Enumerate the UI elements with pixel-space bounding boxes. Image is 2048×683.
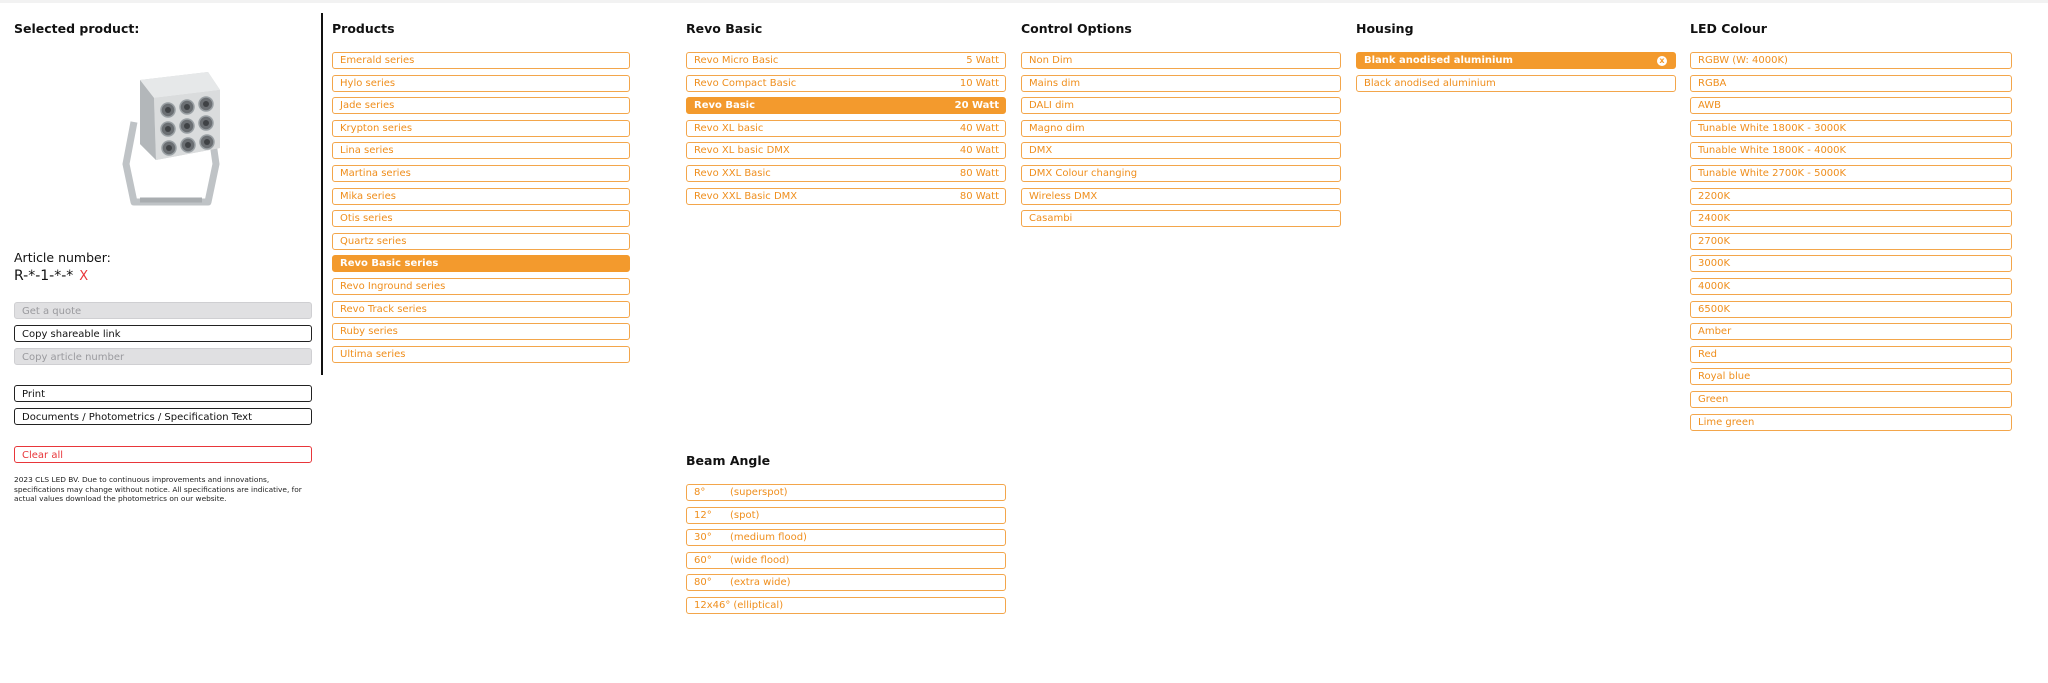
product-option-label: Revo Track series bbox=[340, 303, 427, 315]
product-option-ruby-series[interactable] bbox=[332, 323, 630, 340]
clear-article-icon[interactable]: X bbox=[79, 269, 89, 284]
product-image bbox=[112, 52, 232, 212]
led-colour-option-4000k[interactable] bbox=[1690, 278, 2012, 295]
housing-option-black-anodised-aluminium[interactable] bbox=[1356, 75, 1676, 92]
led-colour-option-label: Green bbox=[1698, 394, 1729, 405]
product-option-lina-series[interactable] bbox=[332, 142, 630, 159]
revo-option-name: Revo XXL Basic DMX bbox=[694, 190, 798, 202]
beam-option-8-superspot[interactable] bbox=[686, 484, 1006, 501]
product-option-label: Quartz series bbox=[340, 235, 407, 247]
beam-option-desc: (elliptical) bbox=[733, 600, 784, 611]
led-colour-option-amber[interactable] bbox=[1690, 323, 2012, 340]
led-colour-option-awb[interactable] bbox=[1690, 97, 2012, 114]
housing-option-blank-anodised-aluminium[interactable] bbox=[1356, 52, 1676, 69]
revo-option-watt: 40 Watt bbox=[959, 122, 999, 134]
revo-option-name: Revo XXL Basic bbox=[694, 168, 771, 179]
revo-option-revo-micro-basic[interactable] bbox=[686, 52, 1006, 69]
beam-option-desc: (superspot) bbox=[730, 487, 788, 498]
beam-option-angle: 60° bbox=[694, 554, 712, 566]
beam-option-angle: 80° bbox=[694, 577, 712, 589]
led-colour-option-label: 2200K bbox=[1698, 190, 1731, 202]
copy-article-number-button[interactable]: Copy article number bbox=[14, 348, 312, 365]
product-option-label: Hylo series bbox=[340, 77, 396, 89]
product-option-label: Krypton series bbox=[340, 122, 413, 134]
product-option-quartz-series[interactable] bbox=[332, 233, 630, 250]
led-colour-option-label: Red bbox=[1698, 348, 1717, 360]
article-number-label: Article number: bbox=[14, 250, 111, 265]
revo-option-revo-xxl-basic[interactable] bbox=[686, 165, 1006, 182]
revo-option-revo-xl-basic[interactable] bbox=[686, 120, 1006, 137]
led-colour-option-label: RGBA bbox=[1698, 77, 1727, 89]
control-option-label: Non Dim bbox=[1029, 55, 1073, 66]
beam-option-angle: 12x46° bbox=[694, 600, 731, 611]
revo-option-revo-basic[interactable] bbox=[686, 97, 1006, 114]
revo-option-revo-compact-basic[interactable] bbox=[686, 75, 1006, 92]
product-option-label: Revo Inground series bbox=[340, 281, 446, 292]
beam-option-angle: 8° bbox=[694, 487, 706, 498]
control-option-label: DMX Colour changing bbox=[1029, 168, 1138, 179]
control-option-non-dim[interactable] bbox=[1021, 52, 1341, 69]
revo-option-watt: 40 Watt bbox=[959, 145, 999, 157]
product-option-jade-series[interactable] bbox=[332, 97, 630, 114]
control-option-dmx[interactable] bbox=[1021, 142, 1341, 159]
product-option-label: Ruby series bbox=[340, 326, 398, 338]
led-colour-option-label: 6500K bbox=[1698, 303, 1731, 315]
beam-angle-heading: Beam Angle bbox=[686, 453, 771, 468]
revo-option-watt: 80 Watt bbox=[959, 190, 999, 202]
product-option-hylo-series[interactable] bbox=[332, 75, 630, 92]
product-option-mika-series[interactable] bbox=[332, 188, 630, 205]
copy-shareable-link-button[interactable]: Copy shareable link bbox=[14, 325, 312, 342]
led-colour-option-label: Tunable White 1800K - 4000K bbox=[1698, 145, 1847, 157]
products-heading: Products bbox=[332, 21, 395, 36]
led-colour-option-label: RGBW (W: 4000K) bbox=[1698, 55, 1788, 66]
product-option-krypton-series[interactable] bbox=[332, 120, 630, 137]
revo-option-name: Revo XL basic DMX bbox=[694, 145, 790, 157]
led-colour-option-rgbw-w-4000k[interactable] bbox=[1690, 52, 2012, 69]
revo-basic-heading: Revo Basic bbox=[686, 21, 763, 36]
led-colour-option-label: 2400K bbox=[1698, 213, 1731, 225]
led-colour-option-6500k[interactable] bbox=[1690, 301, 2012, 318]
led-colour-option-2700k[interactable] bbox=[1690, 233, 2012, 250]
product-option-label: Jade series bbox=[340, 100, 395, 112]
product-option-martina-series[interactable] bbox=[332, 165, 630, 182]
product-option-otis-series[interactable] bbox=[332, 210, 630, 227]
led-colour-option-royal-blue[interactable] bbox=[1690, 368, 2012, 385]
product-option-label: Martina series bbox=[340, 168, 411, 179]
beam-option-angle: 12° bbox=[694, 509, 712, 521]
product-option-ultima-series[interactable] bbox=[332, 346, 630, 363]
beam-option-30-medium-flood[interactable] bbox=[686, 529, 1006, 546]
beam-option-60-wide-flood[interactable] bbox=[686, 552, 1006, 569]
led-colour-option-label: 2700K bbox=[1698, 235, 1731, 247]
led-colour-option-2200k[interactable] bbox=[1690, 188, 2012, 205]
beam-option-desc: (wide flood) bbox=[730, 554, 790, 566]
beam-option-80-extra-wide[interactable] bbox=[686, 574, 1006, 591]
footnote: 2023 CLS LED BV. Due to continuous improvements and innovations, specifications may change without notice. All specifications are indicative, for actual values download the photometrics on our website. bbox=[14, 475, 302, 504]
product-option-label: Lina series bbox=[340, 145, 394, 157]
product-option-label: Mika series bbox=[340, 190, 396, 202]
revo-option-name: Revo Basic bbox=[694, 100, 756, 112]
led-colour-option-label: 4000K bbox=[1698, 281, 1731, 292]
control-option-label: Wireless DMX bbox=[1029, 190, 1098, 202]
led-colour-option-tunable-white-1800k-4000k[interactable] bbox=[1690, 142, 2012, 159]
panel-divider bbox=[321, 13, 323, 375]
housing-heading: Housing bbox=[1356, 21, 1414, 36]
led-colour-option-label: Amber bbox=[1698, 326, 1732, 338]
control-option-dali-dim[interactable] bbox=[1021, 97, 1341, 114]
product-option-revo-basic-series[interactable] bbox=[332, 255, 630, 272]
beam-option-desc: (medium flood) bbox=[730, 532, 807, 544]
top-bar bbox=[0, 0, 2048, 3]
print-button[interactable]: Print bbox=[14, 385, 312, 402]
housing-option-label: Black anodised aluminium bbox=[1364, 77, 1496, 89]
control-option-label: Mains dim bbox=[1029, 77, 1081, 89]
control-option-label: Casambi bbox=[1029, 213, 1073, 225]
revo-option-watt: 20 Watt bbox=[954, 100, 999, 112]
product-option-label: Ultima series bbox=[340, 348, 406, 360]
beam-option-12x46-elliptical[interactable] bbox=[686, 597, 1006, 614]
beam-option-desc: (extra wide) bbox=[730, 577, 791, 589]
control-option-mains-dim[interactable] bbox=[1021, 75, 1341, 92]
article-number-value: R-*-1-*-* bbox=[14, 268, 74, 284]
led-colour-option-tunable-white-1800k-3000k[interactable] bbox=[1690, 120, 2012, 137]
led-colour-option-2400k[interactable] bbox=[1690, 210, 2012, 227]
revo-option-watt: 10 Watt bbox=[959, 77, 999, 89]
product-option-label: Otis series bbox=[340, 213, 393, 225]
led-colour-heading: LED Colour bbox=[1690, 21, 1767, 36]
get-quote-button[interactable]: Get a quote bbox=[14, 302, 312, 319]
led-colour-option-lime-green[interactable] bbox=[1690, 414, 2012, 431]
remove-selection-icon[interactable]: x bbox=[1657, 56, 1667, 66]
revo-option-revo-xxl-basic-dmx[interactable] bbox=[686, 188, 1006, 205]
product-option-revo-track-series[interactable] bbox=[332, 301, 630, 318]
led-colour-option-label: Royal blue bbox=[1698, 371, 1751, 383]
control-option-label: DALI dim bbox=[1029, 100, 1074, 112]
article-number bbox=[14, 268, 88, 284]
control-options-heading: Control Options bbox=[1021, 21, 1132, 36]
control-option-wireless-dmx[interactable] bbox=[1021, 188, 1341, 205]
revo-option-revo-xl-basic-dmx[interactable] bbox=[686, 142, 1006, 159]
clear-all-button[interactable]: Clear all bbox=[14, 446, 312, 463]
product-option-emerald-series[interactable] bbox=[332, 52, 630, 69]
revo-option-name: Revo XL basic bbox=[694, 122, 764, 134]
led-colour-option-rgba[interactable] bbox=[1690, 75, 2012, 92]
documents-button[interactable]: Documents / Photometrics / Specification Text bbox=[14, 408, 312, 425]
led-colour-option-label: Lime green bbox=[1698, 416, 1755, 428]
beam-option-desc: (spot) bbox=[730, 509, 760, 521]
product-option-revo-inground-series[interactable] bbox=[332, 278, 630, 295]
product-option-label: Emerald series bbox=[340, 55, 415, 66]
led-colour-option-label: Tunable White 1800K - 3000K bbox=[1698, 122, 1847, 134]
led-colour-option-tunable-white-2700k-5000k[interactable] bbox=[1690, 165, 2012, 182]
selected-product-heading: Selected product: bbox=[14, 21, 140, 36]
revo-option-name: Revo Micro Basic bbox=[694, 55, 779, 66]
led-colour-option-label: AWB bbox=[1698, 100, 1722, 112]
led-colour-option-3000k[interactable] bbox=[1690, 255, 2012, 272]
revo-option-watt: 5 Watt bbox=[966, 55, 999, 66]
product-option-label: Revo Basic series bbox=[340, 258, 439, 270]
control-option-casambi[interactable] bbox=[1021, 210, 1341, 227]
control-option-label: DMX bbox=[1029, 145, 1053, 157]
led-colour-option-label: Tunable White 2700K - 5000K bbox=[1698, 168, 1847, 179]
control-option-magno-dim[interactable] bbox=[1021, 120, 1341, 137]
revo-option-name: Revo Compact Basic bbox=[694, 77, 797, 89]
led-colour-option-red[interactable] bbox=[1690, 346, 2012, 363]
revo-option-watt: 80 Watt bbox=[959, 168, 999, 179]
control-option-dmx-colour-changing[interactable] bbox=[1021, 165, 1341, 182]
control-option-label: Magno dim bbox=[1029, 122, 1085, 134]
beam-option-angle: 30° bbox=[694, 532, 712, 544]
led-colour-option-label: 3000K bbox=[1698, 258, 1731, 270]
housing-option-label: Blank anodised aluminium bbox=[1364, 55, 1513, 66]
led-colour-option-green[interactable] bbox=[1690, 391, 2012, 408]
beam-option-12-spot[interactable] bbox=[686, 507, 1006, 524]
